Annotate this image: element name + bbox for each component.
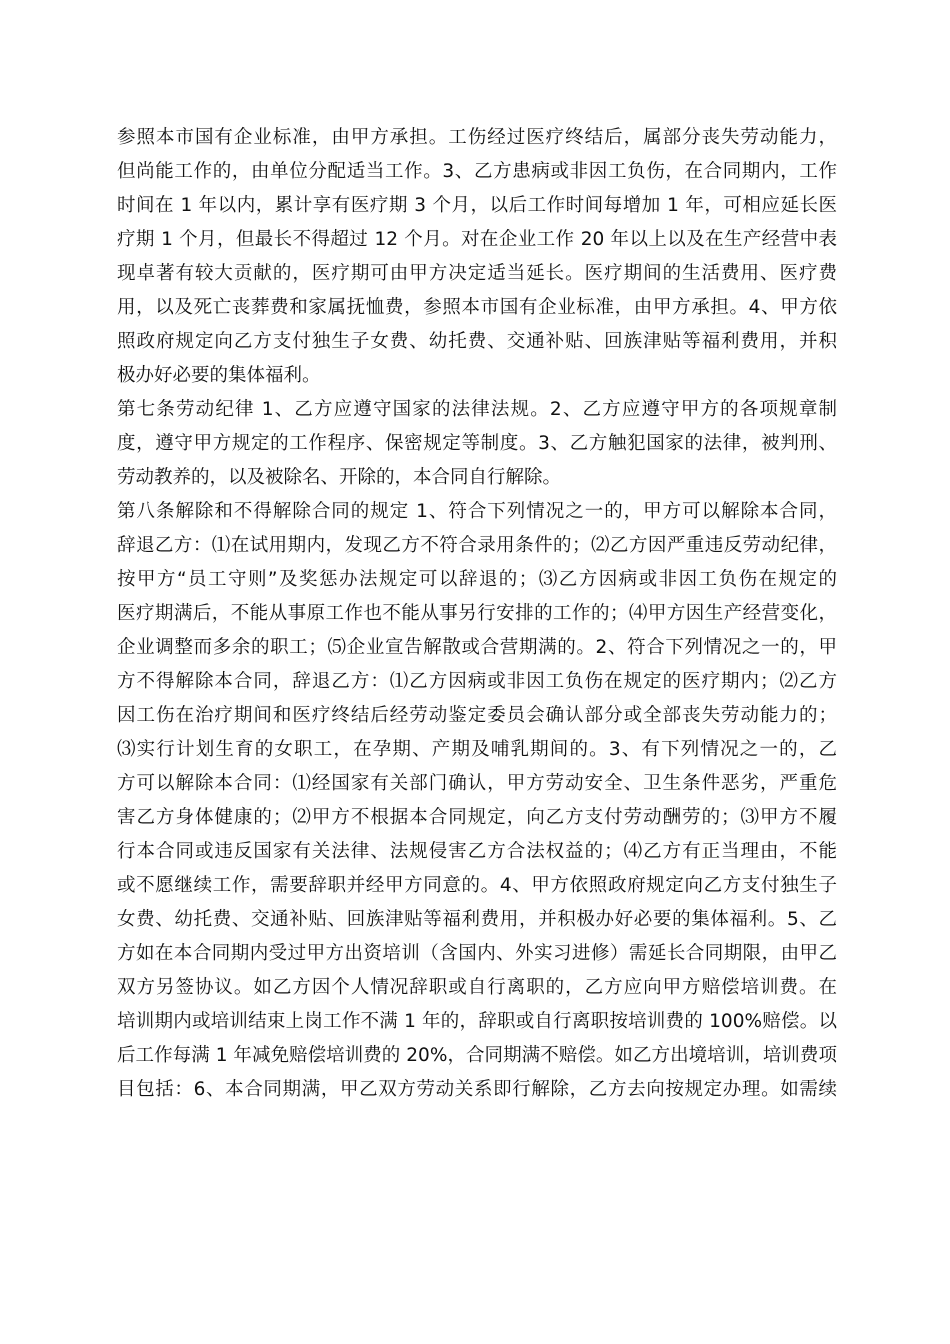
text-line: 因工伤在治疗期间和医疗终结后经劳动鉴定委员会确认部分或全部丧失劳动能力的；: [117, 705, 837, 726]
text-line: 第七条劳动纪律 1、乙方应遵守国家的法律法规。2、乙方应遵守甲方的各项规章制: [117, 399, 837, 420]
text-line: 害乙方身体健康的；⑵甲方不根据本合同规定，向乙方支付劳动酬劳的；⑶甲方不履: [117, 807, 837, 828]
paragraph-article-8: [117, 495, 837, 1107]
text-line: 培训期内或培训结束上岗工作不满 1 年的，辞职或自行离职按培训费的 100%赔偿。以: [117, 1011, 837, 1032]
text-line: 现卓著有较大贡献的，医疗期可由甲方决定适当延长。医疗期间的生活费用、医疗费: [117, 263, 837, 284]
text-line: 极办好必要的集体福利。: [117, 365, 321, 386]
text-line: 但尚能工作的，由单位分配适当工作。3、乙方患病或非因工负伤，在合同期内，工作: [117, 161, 837, 182]
text-line: 时间在 1 年以内，累计享有医疗期 3 个月，以后工作时间每增加 1 年，可相应延长医: [117, 195, 837, 216]
text-line: 女费、幼托费、交通补贴、回族津贴等福利费用，并积极办好必要的集体福利。5、乙: [117, 909, 837, 930]
text-line: ⑶实行计划生育的女职工，在孕期、产期及哺乳期间的。3、有下列情况之一的，乙: [117, 739, 837, 760]
text-line: 用，以及死亡丧葬费和家属抚恤费，参照本市国有企业标准，由甲方承担。4、甲方依: [117, 297, 837, 318]
text-line: 后工作每满 1 年减免赔偿培训费的 20%，合同期满不赔偿。如乙方出境培训，培训费项: [117, 1045, 837, 1066]
paragraph-article-7: [117, 393, 837, 495]
text-line: 第八条解除和不得解除合同的规定 1、符合下列情况之一的，甲方可以解除本合同，: [117, 501, 837, 522]
text-line: 目包括：6、本合同期满，甲乙双方劳动关系即行解除，乙方去向按规定办理。如需续: [117, 1079, 837, 1100]
text-line: 医疗期满后，不能从事原工作也不能从事另行安排的工作的；⑷甲方因生产经营变化，: [117, 603, 837, 624]
text-line: 劳动教养的，以及被除名、开除的，本合同自行解除。: [117, 467, 562, 488]
text-line: 参照本市国有企业标准，由甲方承担。工伤经过医疗终结后，属部分丧失劳动能力，: [117, 127, 837, 148]
text-line: 企业调整而多余的职工；⑸企业宣告解散或合营期满的。2、符合下列情况之一的，甲: [117, 637, 837, 658]
text-line: 照政府规定向乙方支付独生子女费、幼托费、交通补贴、回族津贴等福利费用，并积: [117, 331, 837, 352]
text-line: 方如在本合同期内受过甲方出资培训（含国内、外实习进修）需延长合同期限，由甲乙: [117, 943, 837, 964]
text-line: 或不愿继续工作，需要辞职并经甲方同意的。4、甲方依照政府规定向乙方支付独生子: [117, 875, 837, 896]
text-line: 方可以解除本合同：⑴经国家有关部门确认，甲方劳动安全、卫生条件恶劣，严重危: [117, 773, 837, 794]
text-line: 按甲方“员工守则”及奖惩办法规定可以辞退的；⑶乙方因病或非因工负伤在规定的: [117, 569, 837, 590]
text-line: 方不得解除本合同，辞退乙方：⑴乙方因病或非因工负伤在规定的医疗期内；⑵乙方: [117, 671, 837, 692]
text-line: 疗期 1 个月，但最长不得超过 12 个月。对在企业工作 20 年以上以及在生产经营中表: [117, 229, 837, 250]
text-line: 行本合同或违反国家有关法律、法规侵害乙方合法权益的；⑷乙方有正当理由，不能: [117, 841, 837, 862]
text-line: 度，遵守甲方规定的工作程序、保密规定等制度。3、乙方触犯国家的法律，被判刑、: [117, 433, 837, 454]
document-page: [117, 121, 837, 1107]
text-line: 双方另签协议。如乙方因个人情况辞职或自行离职的，乙方应向甲方赔偿培训费。在: [117, 977, 837, 998]
paragraph-medical-benefits: [117, 121, 837, 393]
text-line: 辞退乙方：⑴在试用期内，发现乙方不符合录用条件的；⑵乙方因严重违反劳动纪律，: [117, 535, 837, 556]
